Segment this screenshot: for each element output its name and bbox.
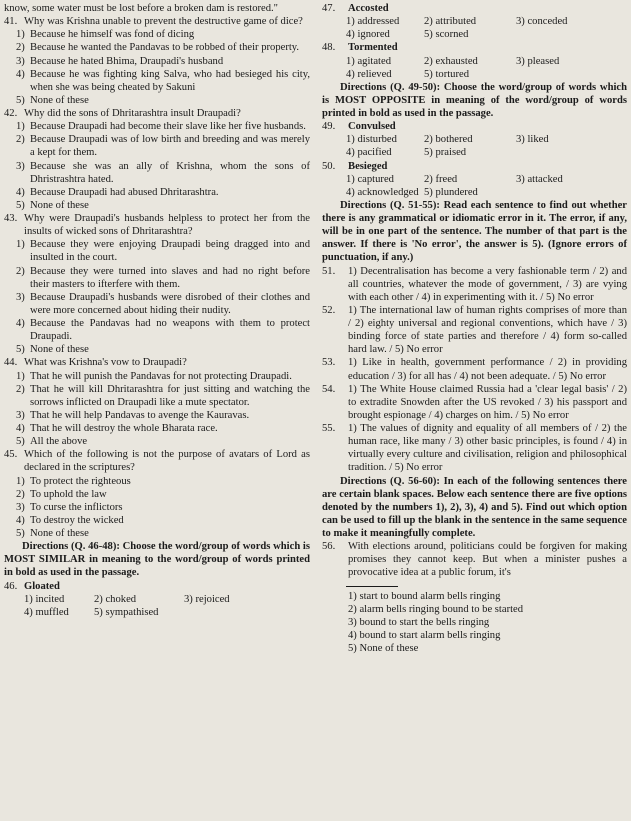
bold-word: Gloated bbox=[24, 580, 60, 592]
question-number: 44. bbox=[4, 357, 18, 369]
option bbox=[4, 291, 310, 317]
option: 4) ignored bbox=[346, 29, 390, 41]
options-49 bbox=[322, 133, 627, 159]
question-number: 46. bbox=[4, 580, 18, 592]
question-text: Which of the following is not the purpose of avatars of Lord as declared in the scriptures? bbox=[24, 449, 310, 474]
option: 1) incited bbox=[24, 593, 65, 605]
option-number: 4) bbox=[16, 514, 25, 526]
option bbox=[4, 265, 310, 291]
question-number: 50. bbox=[322, 160, 336, 172]
question-55 bbox=[322, 422, 627, 475]
question-50 bbox=[322, 160, 627, 173]
option-number: 1) bbox=[16, 121, 25, 133]
bold-word: Besieged bbox=[348, 160, 388, 172]
option bbox=[4, 435, 310, 448]
option-text: Because they were enjoying Draupadi being dragged into and insulted in the court. bbox=[30, 239, 310, 264]
option-number: 3) bbox=[16, 55, 25, 67]
option bbox=[4, 527, 310, 540]
option: 3) pleased bbox=[516, 55, 560, 67]
option: 2) attributed bbox=[424, 16, 477, 28]
option: 4) muffled bbox=[24, 606, 69, 618]
option-number: 5) bbox=[16, 199, 25, 211]
option: 5) None of these bbox=[348, 643, 419, 654]
option: 1) addressed bbox=[346, 16, 400, 28]
option: 4) relieved bbox=[346, 68, 392, 80]
question-number: 42. bbox=[4, 108, 18, 119]
left-column bbox=[4, 2, 310, 619]
option-number: 3) bbox=[16, 160, 25, 172]
option-number: 5) bbox=[16, 436, 25, 448]
error-spotting-sentences bbox=[322, 265, 627, 475]
question-48 bbox=[322, 41, 627, 54]
option: 5) praised bbox=[424, 147, 467, 159]
question-52 bbox=[322, 304, 627, 357]
question-number: 52. bbox=[322, 304, 336, 316]
option: 4) bound to start alarm bells ringing bbox=[348, 629, 501, 641]
option-number: 1) bbox=[16, 475, 25, 487]
option-number: 2) bbox=[16, 134, 25, 146]
option bbox=[4, 133, 310, 159]
option: 3) liked bbox=[516, 134, 549, 146]
option-text: Because Draupadi's husbands were disrobed of their clothes and were more concerned about hiding their nudity. bbox=[30, 291, 310, 316]
question-41 bbox=[4, 15, 310, 28]
option: 2) choked bbox=[94, 593, 137, 605]
sentence-text: 1) Decentralisation has become a very fashionable term / 2) and all countries, whatever the mode of government, / 3) are vying with each other / 4) in experimenting with it. / 5) No error bbox=[348, 265, 627, 303]
option: 5) scorned bbox=[424, 29, 469, 41]
option-number: 2) bbox=[16, 488, 25, 500]
option-text: None of these bbox=[30, 344, 89, 356]
option-text: To destroy the wicked bbox=[30, 514, 124, 526]
options-50 bbox=[322, 173, 627, 199]
options-56 bbox=[322, 590, 627, 656]
option bbox=[4, 409, 310, 422]
options-47 bbox=[322, 15, 627, 41]
directions-46-48: Directions (Q. 46-48): Choose the word/group of words which is MOST SIMILAR in meaning to the word/group of words printed in bold as used in the passage. bbox=[4, 541, 310, 579]
option: 5) sympathised bbox=[94, 606, 159, 618]
option: 4) pacified bbox=[346, 147, 392, 159]
option-text: Because he wanted the Pandavas to be robbed of their property. bbox=[30, 42, 300, 54]
option-number: 4) bbox=[16, 318, 25, 329]
option-number: 4) bbox=[16, 423, 25, 434]
option bbox=[4, 343, 310, 356]
question-number: 56. bbox=[322, 541, 336, 553]
right-column bbox=[322, 2, 627, 655]
question-46 bbox=[4, 580, 310, 593]
option: 5) plundered bbox=[424, 186, 478, 198]
option bbox=[4, 199, 310, 212]
option-text: None of these bbox=[30, 199, 89, 211]
question-number: 51. bbox=[322, 265, 336, 277]
question-42 bbox=[4, 107, 310, 120]
option-text: That he will help Pandavas to avenge the Kauravas. bbox=[30, 409, 250, 421]
question-text: With elections around, politicians could be forgiven for making promises they cannot keep. But when a minister pushes a provocative idea at a public forum, it's bbox=[348, 541, 627, 579]
option: 4) acknowledged bbox=[346, 186, 419, 198]
option: 2) freed bbox=[424, 173, 458, 185]
option-text: That he will punish the Pandavas for not protecting Draupadi. bbox=[30, 370, 292, 382]
option-text: Because the Pandavas had no weapons with them to protect Draupadi. bbox=[30, 318, 310, 343]
option-number: 4) bbox=[16, 68, 25, 80]
option-number: 5) bbox=[16, 94, 25, 106]
option-text: Because he himself was fond of dicing bbox=[30, 29, 195, 41]
option-text: Because Draupadi was of low birth and breeding and was merely a kept for them. bbox=[30, 134, 310, 159]
question-text: Why was Krishna unable to prevent the destructive game of dice? bbox=[24, 16, 303, 28]
option bbox=[4, 422, 310, 435]
options-48 bbox=[322, 55, 627, 81]
option-number: 1) bbox=[16, 29, 25, 41]
sentence-text: 1) The White House claimed Russia had a 'clear legal basis' / 2) to extradite Snowden after the US revoked / 3) his passport and brought espionage / 4) charges on him. / 5) No error bbox=[348, 383, 627, 421]
bold-word: Tormented bbox=[348, 42, 398, 54]
option-number: 2) bbox=[16, 383, 25, 395]
option bbox=[4, 514, 310, 527]
option bbox=[4, 94, 310, 107]
question-number: 53. bbox=[322, 357, 336, 369]
passage-ending: know, some water must be lost before a broken dam is restored." bbox=[4, 3, 278, 14]
option bbox=[4, 370, 310, 383]
question-text: What was Krishna's vow to Draupadi? bbox=[24, 357, 187, 369]
option bbox=[4, 383, 310, 409]
option: 1) start to bound alarm bells ringing bbox=[348, 590, 501, 602]
bold-word: Convulsed bbox=[348, 121, 396, 133]
question-text: Why did the sons of Dhritarashtra insult Draupadi? bbox=[24, 108, 241, 119]
option bbox=[4, 488, 310, 501]
option-number: 4) bbox=[16, 186, 25, 198]
option-number: 1) bbox=[16, 239, 25, 251]
option bbox=[4, 186, 310, 199]
option: 3) rejoiced bbox=[184, 593, 230, 605]
question-number: 48. bbox=[322, 42, 336, 54]
question-43 bbox=[4, 212, 310, 238]
question-number: 41. bbox=[4, 16, 18, 28]
option-number: 5) bbox=[16, 528, 25, 539]
question-45 bbox=[4, 448, 310, 474]
comprehension-questions bbox=[4, 15, 310, 540]
option-text: Because he hated Bhima, Draupadi's husband bbox=[30, 55, 224, 67]
question-56 bbox=[322, 540, 627, 579]
option: 1) captured bbox=[346, 173, 394, 185]
option bbox=[4, 41, 310, 54]
option-text: To curse the inflictors bbox=[30, 501, 123, 513]
option-text: Because she was an ally of Krishna, whom the sons of Dhristrashtra hated. bbox=[30, 160, 310, 185]
option-text: Because they were turned into slaves and had no right before their masters to ifterfere with them. bbox=[30, 265, 310, 290]
option-number: 3) bbox=[16, 501, 25, 513]
answer-blank bbox=[346, 586, 398, 587]
option: 1) agitated bbox=[346, 55, 392, 67]
question-47 bbox=[322, 2, 627, 15]
option-number: 5) bbox=[16, 344, 25, 356]
option bbox=[4, 28, 310, 41]
option: 1) disturbed bbox=[346, 134, 397, 146]
option-number: 3) bbox=[16, 291, 25, 303]
question-number: 47. bbox=[322, 3, 336, 14]
question-number: 43. bbox=[4, 213, 18, 224]
option: 3) bound to start the bells ringing bbox=[348, 616, 490, 628]
sentence-text: 1) The international law of human rights comprises of more than / 2) eighty universal and regional conventions, which have / 3) binding force of state parties and therefore / 4) form so-called hard law. / 5) No error bbox=[348, 304, 627, 356]
option bbox=[4, 68, 310, 94]
option: 5) tortured bbox=[424, 68, 470, 80]
options-46 bbox=[4, 593, 310, 619]
option: 3) attacked bbox=[516, 173, 563, 185]
question-number: 49. bbox=[322, 121, 336, 133]
option-text: None of these bbox=[30, 94, 89, 106]
question-text: Why were Draupadi's husbands helpless to protect her from the insults of wicked sons of Dhritarashtra? bbox=[24, 213, 310, 238]
option-text: To uphold the law bbox=[30, 488, 107, 500]
option-text: All the above bbox=[30, 436, 88, 448]
option bbox=[4, 501, 310, 514]
option bbox=[4, 55, 310, 68]
option-number: 1) bbox=[16, 370, 25, 382]
option: 2) exhausted bbox=[424, 55, 478, 67]
option: 2) bothered bbox=[424, 134, 473, 146]
bold-word: Accosted bbox=[348, 3, 389, 14]
question-number: 55. bbox=[322, 423, 336, 434]
question-51 bbox=[322, 265, 627, 304]
option: 2) alarm bells ringing bound to be started bbox=[348, 603, 524, 615]
question-number: 54. bbox=[322, 383, 336, 395]
option bbox=[4, 120, 310, 133]
option bbox=[4, 317, 310, 343]
option-text: None of these bbox=[30, 528, 89, 539]
option-text: To protect the righteous bbox=[30, 475, 131, 487]
directions-49-50: Directions (Q. 49-50): Choose the word/group of words which is MOST OPPOSITE in meaning of the word/group of words printed in bold as used in the passage. bbox=[322, 81, 627, 119]
option-text: That he will kill Dhritarashtra for just sitting and watching the sorrows inflicted on Draupadi like a mute spectator. bbox=[30, 383, 310, 408]
option bbox=[4, 475, 310, 488]
option-text: Because Draupadi had become their slave like her five husbands. bbox=[30, 121, 306, 133]
option bbox=[4, 160, 310, 186]
question-44 bbox=[4, 356, 310, 369]
question-49 bbox=[322, 120, 627, 133]
sentence-text: 1) The values of dignity and equality of all members of / 2) the human race, like many / 3) other basic principles, is found / 4) in virtually every culture and civilisation, religion and philosophical tradition. / 5) No error bbox=[348, 423, 627, 474]
question-53 bbox=[322, 356, 627, 382]
option: 3) conceded bbox=[516, 16, 568, 28]
option bbox=[4, 238, 310, 264]
option-text: Because he was fighting king Salva, who had besieged his city, when she was being cheated by Sakuni bbox=[30, 68, 310, 93]
option-text: That he will destroy the whole Bharata race. bbox=[30, 423, 218, 434]
directions-51-55: Directions (Q. 51-55): Read each sentence to find out whether there is any grammatical or idiomatic error in it. The error, if any, will be in one part of the sentence. The number of that part is the answer. If there is 'No error', the answer is 5). (Ignore errors of punctuation, if any.) bbox=[322, 199, 627, 264]
sentence-text: 1) Like in health, government performance / 2) in providing education / 3) for all has / 4) not been adequate. / 5) No error bbox=[348, 357, 627, 382]
option-number: 3) bbox=[16, 409, 25, 421]
question-number: 45. bbox=[4, 449, 18, 461]
directions-56-60: Directions (Q. 56-60): In each of the following sentences there are certain blank spaces. Below each sentence there are five options denoted by the numbers 1), 2), 3), 4) and 5). Find out which option can be used to fill up the blank in the sentence in the same sequence to make it meaningfully complete. bbox=[322, 475, 627, 539]
option-number: 2) bbox=[16, 265, 25, 277]
option-text: Because Draupadi had abused Dhritarashtra. bbox=[30, 186, 219, 198]
option-number: 2) bbox=[16, 42, 25, 54]
question-54 bbox=[322, 383, 627, 422]
